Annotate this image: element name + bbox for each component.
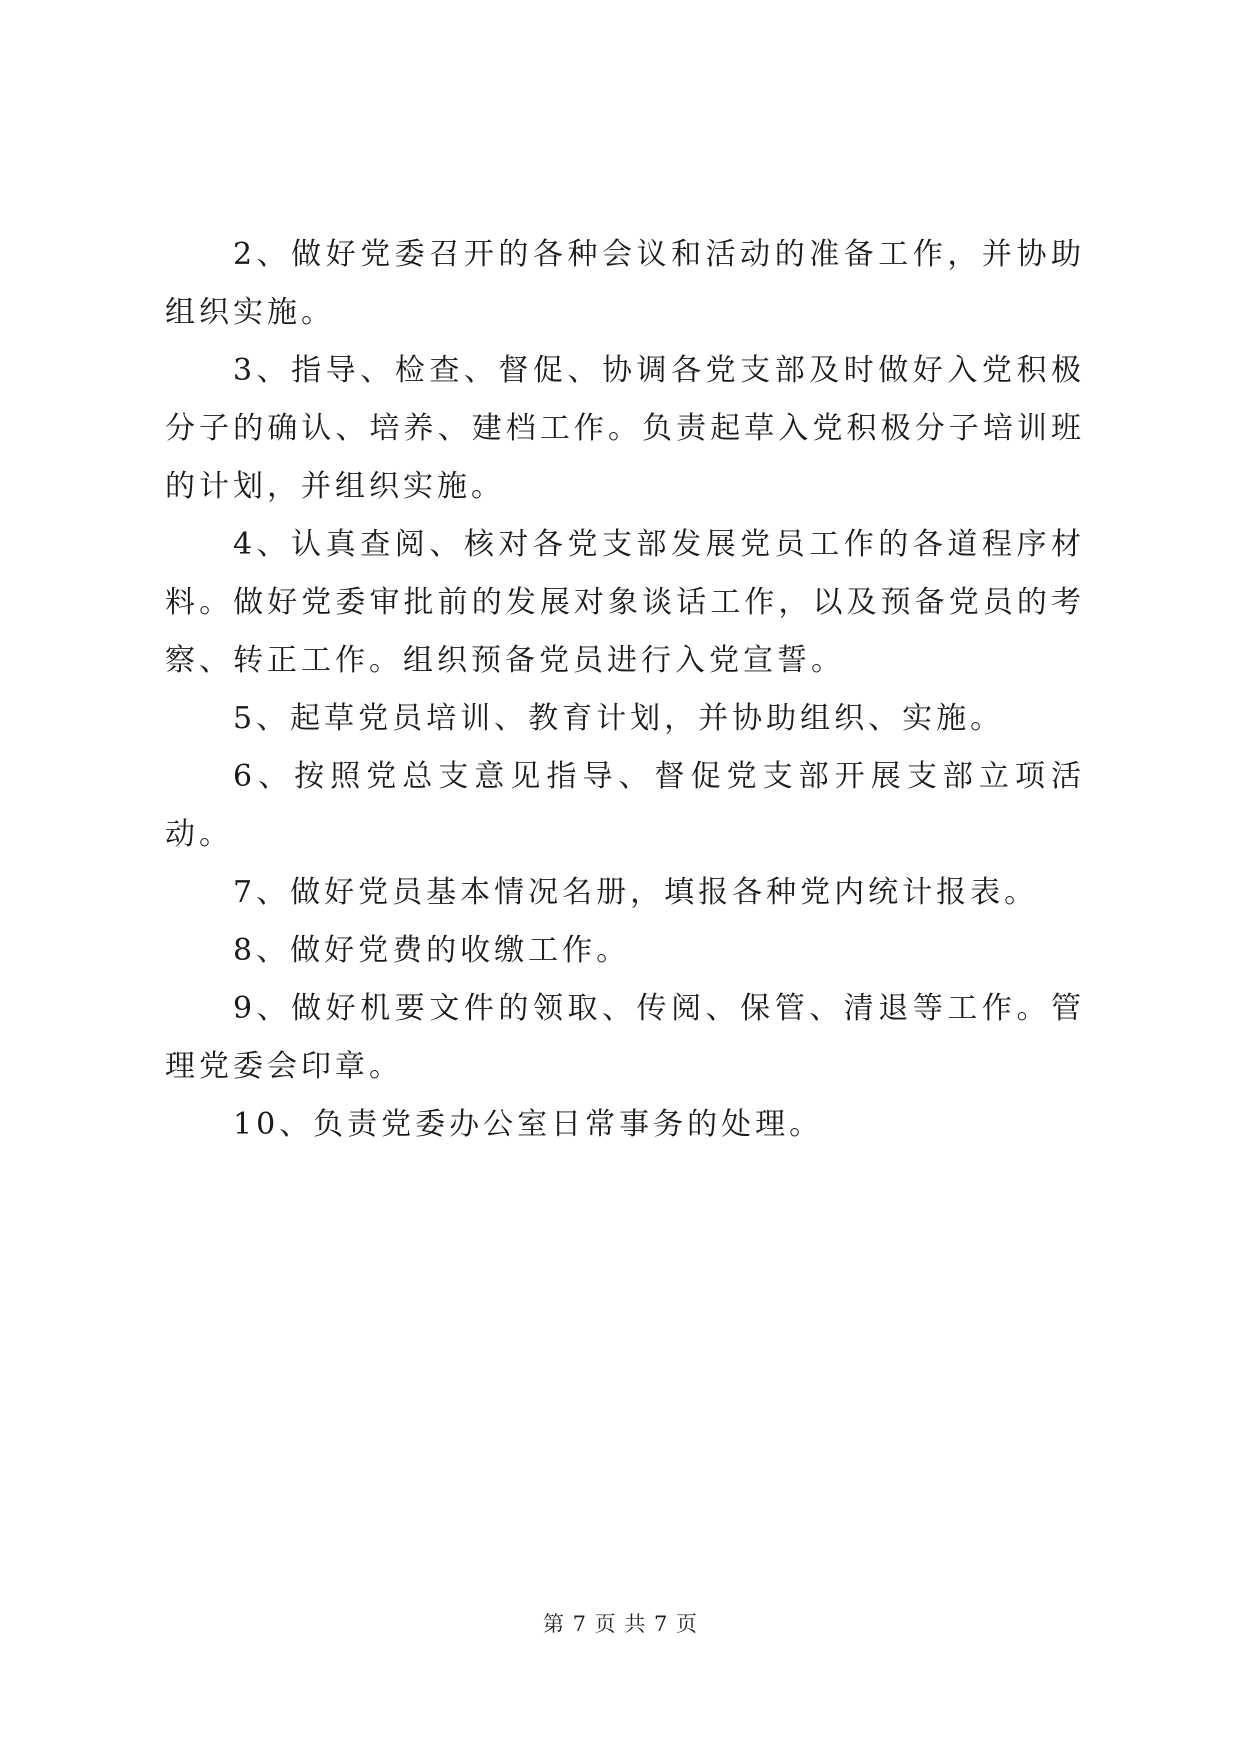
paragraph-item-5: 5、起草党员培训、教育计划，并协助组织、实施。 <box>233 701 1005 736</box>
paragraph-item-6: 6、按照党总支意见指导、督促党支部开展支部立项活动。 <box>165 759 1085 852</box>
paragraph-item-10: 10、负责党委办公室日常事务的处理。 <box>233 1107 824 1142</box>
paragraph-item-7: 7、做好党员基本情况名册，填报各种党内统计报表。 <box>233 875 1039 910</box>
paragraph-item-4: 4、认真查阅、核对各党支部发展党员工作的各道程序材料。做好党委审批前的发展对象谈话工作，以及预备党员的考察、转正工作。组织预备党员进行入党宣誓。 <box>165 527 1085 678</box>
paragraph-item-8: 8、做好党费的收缴工作。 <box>233 933 631 968</box>
paragraph-item-9: 9、做好机要文件的领取、传阅、保管、清退等工作。管理党委会印章。 <box>165 991 1085 1084</box>
paragraph-item-2: 2、做好党委召开的各种会议和活动的准备工作，并协助组织实施。 <box>165 237 1085 330</box>
document-body <box>165 226 1085 1154</box>
page-number-footer: 第 7 页 共 7 页 <box>542 1612 699 1636</box>
paragraph-item-3: 3、指导、检查、督促、协调各党支部及时做好入党积极分子的确认、培养、建档工作。负责起草入党积极分子培训班的计划，并组织实施。 <box>165 353 1085 504</box>
